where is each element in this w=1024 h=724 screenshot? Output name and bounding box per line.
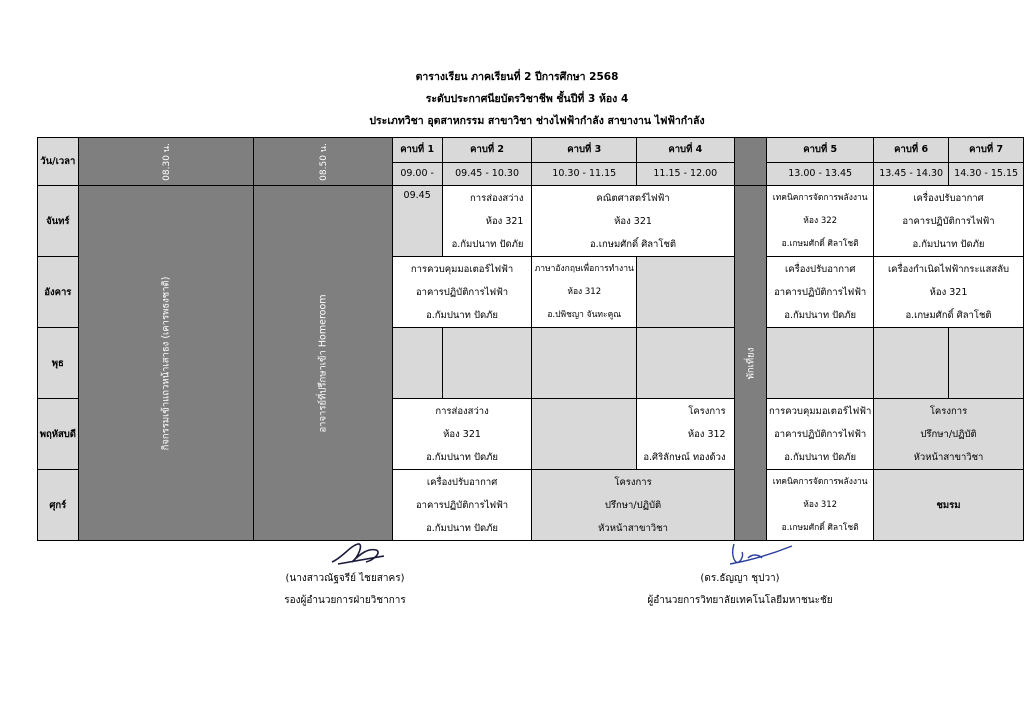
time-0850: 08.50 น. <box>253 138 392 186</box>
signature-left-scribble <box>328 540 388 568</box>
tue-p12-class: การควบคุมมอเตอร์ไฟฟ้า อาคารปฏิบัติการไฟฟ้า อ.กัมปนาท ปัดภัย <box>392 257 532 328</box>
thu-p4-class: โครงการ ห้อง 312 อ.ศิริลักษณ์ ทองด้วง <box>637 399 735 470</box>
homeroom-cell: อาจารย์ที่ปรึกษาเข้า Homeroom <box>253 186 392 541</box>
fri-p5-class: เทคนิคการจัดการพลังงาน ห้อง 312 อ.เกษมศักดิ์ ศิลาโชติ <box>767 470 874 541</box>
document-header <box>0 66 1024 132</box>
fri-p34-class: โครงการ ปรึกษา/ปฏิบัติ หัวหน้าสาขาวิชา <box>532 470 734 541</box>
timetable <box>37 137 1024 541</box>
fri-p67-club: ชมรม <box>874 470 1024 541</box>
lunch-header <box>734 138 767 186</box>
signer-right-name: (ดร.ธัญญา ชุปวา) <box>700 573 780 584</box>
period-header-5: คาบที่ 5 13.00 - 13.45 <box>767 138 874 186</box>
tue-p4-free <box>637 257 735 328</box>
wed-p4-free <box>637 328 735 399</box>
wed-p5-free <box>767 328 874 399</box>
wed-p6-free <box>874 328 949 399</box>
tue-p5-class: เครื่องปรับอากาศ อาคารปฏิบัติการไฟฟ้า อ.กัมปนาท ปัดภัย <box>767 257 874 328</box>
day-wednesday: พุธ <box>38 328 79 399</box>
tue-p3-class: ภาษาอังกฤษเพื่อการทำงาน ห้อง 312 อ.ปพิชญา จันทะคูณ <box>532 257 637 328</box>
title-line-3: ประเภทวิชา อุตสาหกรรม สาขาวิชา ช่างไฟฟ้ากำลัง สาขางาน ไฟฟ้ากำลัง <box>369 115 705 127</box>
signer-right-position: ผู้อำนวยการวิทยาลัยเทคโนโลยีมหาชนะชัย <box>647 595 833 606</box>
signature-right-scribble <box>722 540 794 568</box>
signature-left <box>235 568 455 612</box>
morning-assembly-cell: กิจกรรมเข้าแถวหน้าเสาธง (เคารพธงชาติ) <box>78 186 253 541</box>
wed-p7-free <box>949 328 1024 399</box>
thu-p67-class: โครงการ ปรึกษา/ปฏิบัติ หัวหน้าสาขาวิชา <box>874 399 1024 470</box>
period-header-7: คาบที่ 7 14.30 - 15.15 <box>949 138 1024 186</box>
title-line-1: ตารางเรียน ภาคเรียนที่ 2 ปีการศึกษา 2568 <box>415 71 619 83</box>
period-header-3: คาบที่ 3 10.30 - 11.15 <box>532 138 637 186</box>
signer-left-name: (นางสาวณัฐจรีย์ ไชยสาคร) <box>285 573 405 584</box>
lunch-break-cell: พักเที่ยง <box>734 186 767 541</box>
mon-p34-class: คณิตศาสตร์ไฟฟ้า ห้อง 321 อ.เกษมศักดิ์ ศิลาโชติ <box>532 186 734 257</box>
time-0830: 08.30 น. <box>78 138 253 186</box>
title-line-2: ระดับประกาศนียบัตรวิชาชีพ ชั้นปีที่ 3 ห้อง 4 <box>425 93 629 105</box>
signer-left-position: รองผู้อำนวยการฝ่ายวิชาการ <box>284 595 406 606</box>
period-header-6: คาบที่ 6 13.45 - 14.30 <box>874 138 949 186</box>
day-thursday: พฤหัสบดี <box>38 399 79 470</box>
tue-p67-class: เครื่องกำเนิดไฟฟ้ากระแสสลับ ห้อง 321 อ.เกษมศักดิ์ ศิลาโชติ <box>874 257 1024 328</box>
period-header-1: คาบที่ 1 09.00 - 09.45 <box>392 138 442 186</box>
wed-p1-free <box>392 328 442 399</box>
wed-p2-free <box>442 328 532 399</box>
thu-p3-free <box>532 399 637 470</box>
corner-header: วัน/เวลา <box>38 138 79 186</box>
wed-p3-free <box>532 328 637 399</box>
mon-p5-class: เทคนิคการจัดการพลังงาน ห้อง 322 อ.เกษมศักดิ์ ศิลาโชติ <box>767 186 874 257</box>
fri-p12-class: เครื่องปรับอากาศ อาคารปฏิบัติการไฟฟ้า อ.กัมปนาท ปัดภัย <box>392 470 532 541</box>
mon-p67-class: เครื่องปรับอากาศ อาคารปฏิบัติการไฟฟ้า อ.กัมปนาท ปัดภัย <box>874 186 1024 257</box>
signature-right <box>630 568 850 612</box>
thu-p5-class: การควบคุมมอเตอร์ไฟฟ้า อาคารปฏิบัติการไฟฟ้า อ.กัมปนาท ปัดภัย <box>767 399 874 470</box>
day-friday: ศุกร์ <box>38 470 79 541</box>
day-tuesday: อังคาร <box>38 257 79 328</box>
day-monday: จันทร์ <box>38 186 79 257</box>
mon-p2-class: การส่องสว่าง ห้อง 321 อ.กัมปนาท ปัดภัย <box>442 186 532 257</box>
period-header-2: คาบที่ 2 09.45 - 10.30 <box>442 138 532 186</box>
period-header-4: คาบที่ 4 11.15 - 12.00 <box>637 138 735 186</box>
thu-p12-class: การส่องสว่าง ห้อง 321 อ.กัมปนาท ปัดภัย <box>392 399 532 470</box>
